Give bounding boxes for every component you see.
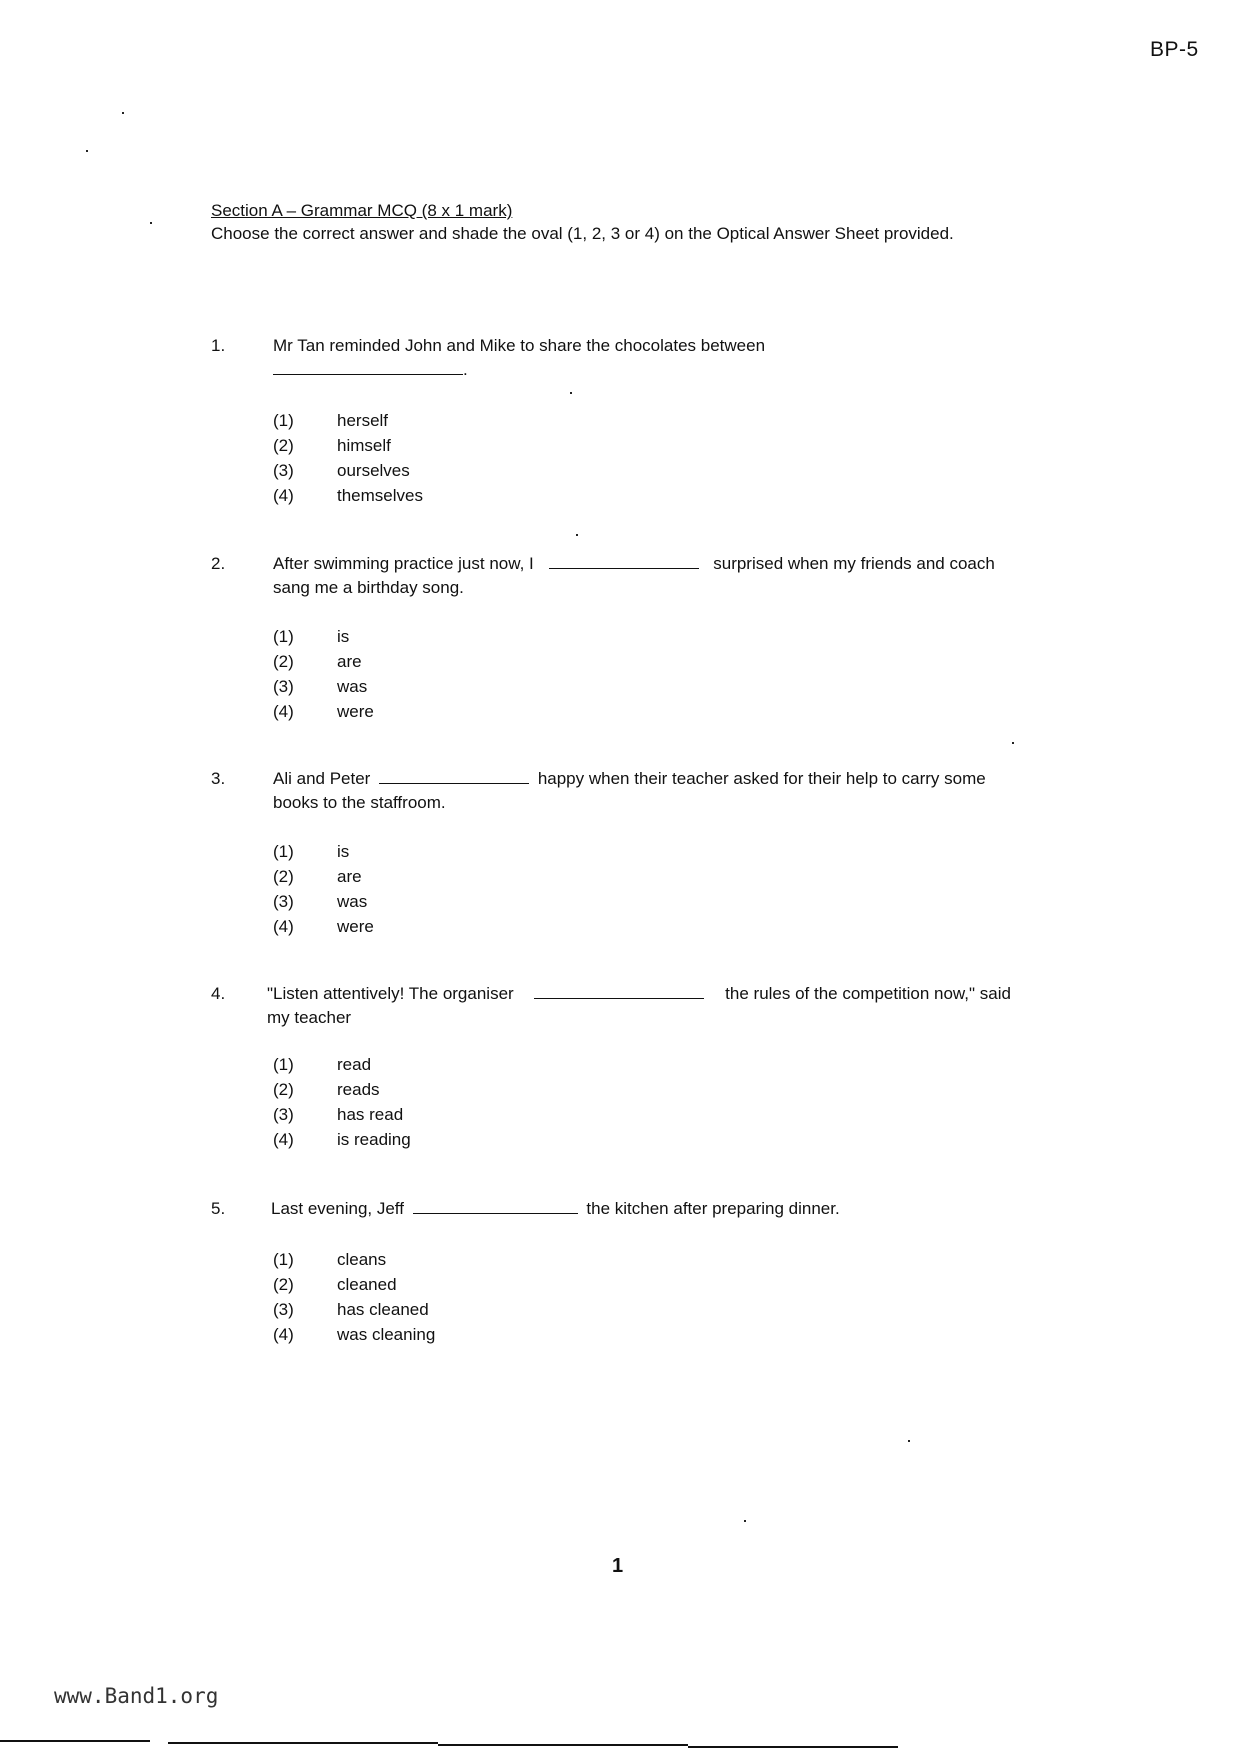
option-number: (4) (273, 917, 294, 936)
option-2 (273, 649, 374, 674)
option-4 (273, 483, 423, 508)
option-number: (1) (273, 411, 294, 430)
option-4 (273, 914, 374, 939)
scan-edge-line (0, 1740, 150, 1742)
option-text: were (337, 702, 374, 721)
option-3 (273, 458, 423, 483)
option-2 (273, 1272, 435, 1297)
option-number: (4) (273, 486, 294, 505)
question-text (273, 334, 1031, 382)
option-number: (4) (273, 702, 294, 721)
option-1 (273, 1247, 435, 1272)
option-2 (273, 864, 374, 889)
option-text: ourselves (337, 461, 410, 480)
option-number: (2) (273, 1080, 294, 1099)
option-text: is (337, 627, 350, 646)
question-text-before: Last evening, Jeff (271, 1199, 404, 1218)
option-number: (3) (273, 461, 294, 480)
option-4 (273, 699, 374, 724)
scan-speck (1012, 742, 1014, 744)
option-number: (2) (273, 1275, 294, 1294)
option-3 (273, 1297, 435, 1322)
option-text: was (337, 677, 368, 696)
option-number: (1) (273, 842, 294, 861)
scan-speck (86, 150, 88, 152)
question-number: 1. (211, 336, 226, 355)
question-number: 2. (211, 554, 226, 573)
scan-speck (576, 534, 578, 536)
question-text-after: surprised when my friends and coach sang me a birthday song. (273, 554, 995, 597)
option-number: (2) (273, 652, 294, 671)
question-text-before: Ali and Peter (273, 769, 371, 788)
question-number: 3. (211, 769, 226, 788)
page-number: 1 (612, 1555, 624, 1577)
scan-speck (570, 392, 572, 394)
option-text: read (337, 1055, 372, 1074)
option-1 (273, 839, 374, 864)
question-text (273, 552, 1031, 600)
option-1 (273, 408, 423, 433)
scan-speck (122, 112, 124, 114)
option-4 (273, 1322, 435, 1347)
option-number: (4) (273, 1130, 294, 1149)
options-list (273, 1247, 435, 1347)
question-text-before: Mr Tan reminded John and Mike to share the chocolates between (273, 336, 766, 355)
option-text: cleans (337, 1250, 387, 1269)
question-text-after: the rules of the competition now," said my teacher (267, 984, 1011, 1027)
answer-blank (413, 1199, 578, 1214)
option-text: was (337, 892, 368, 911)
option-text: herself (337, 411, 389, 430)
option-number: (4) (273, 1325, 294, 1344)
option-text: was cleaning (337, 1325, 436, 1344)
option-2 (273, 1077, 411, 1102)
option-text: cleaned (337, 1275, 397, 1294)
page-code: BP-5 (1150, 38, 1199, 61)
option-3 (273, 674, 374, 699)
question-number: 4. (211, 984, 226, 1003)
option-text: are (337, 652, 362, 671)
option-3 (273, 1102, 411, 1127)
question-text (267, 982, 1025, 1030)
option-number: (1) (273, 1055, 294, 1074)
option-number: (1) (273, 627, 294, 646)
option-text: themselves (337, 486, 423, 505)
question-text-after: . (463, 360, 468, 379)
question-text (273, 767, 1031, 815)
options-list (273, 1052, 411, 1152)
option-1 (273, 624, 374, 649)
question-text-after: the kitchen after preparing dinner. (586, 1199, 840, 1218)
option-number: (3) (273, 892, 294, 911)
option-text: himself (337, 436, 391, 455)
option-number: (1) (273, 1250, 294, 1269)
option-text: has cleaned (337, 1300, 429, 1319)
options-list (273, 624, 374, 724)
website-watermark: www.Band1.org (54, 1684, 219, 1708)
section-instructions: Choose the correct answer and shade the oval (1, 2, 3 or 4) on the Optical Answer Sheet provided. (211, 224, 954, 243)
scan-edge-line (688, 1746, 898, 1748)
answer-blank (534, 984, 704, 999)
option-number: (3) (273, 1105, 294, 1124)
question-text-before: After swimming practice just now, I (273, 554, 534, 573)
scan-edge-line (168, 1742, 438, 1744)
option-text: are (337, 867, 362, 886)
options-list (273, 839, 374, 939)
answer-blank (379, 769, 529, 784)
section-header (211, 200, 1031, 246)
option-2 (273, 433, 423, 458)
answer-blank (273, 360, 463, 375)
answer-blank (549, 554, 699, 569)
option-text: reads (337, 1080, 380, 1099)
question-number: 5. (211, 1199, 226, 1218)
option-text: is reading (337, 1130, 411, 1149)
question-text (271, 1197, 1029, 1221)
scan-edge-line (438, 1744, 688, 1746)
option-text: is (337, 842, 350, 861)
option-number: (3) (273, 677, 294, 696)
section-title: Section A – Grammar MCQ (8 x 1 mark) (211, 201, 513, 220)
scan-speck (908, 1440, 910, 1442)
option-number: (2) (273, 436, 294, 455)
option-text: were (337, 917, 374, 936)
option-1 (273, 1052, 411, 1077)
option-number: (3) (273, 1300, 294, 1319)
scan-speck (744, 1520, 746, 1522)
scan-speck (150, 222, 152, 224)
question-text-after: happy when their teacher asked for their help to carry some books to the staffroom. (273, 769, 986, 812)
option-3 (273, 889, 374, 914)
option-text: has read (337, 1105, 404, 1124)
question-text-before: "Listen attentively! The organiser (267, 984, 514, 1003)
option-number: (2) (273, 867, 294, 886)
options-list (273, 408, 423, 508)
option-4 (273, 1127, 411, 1152)
